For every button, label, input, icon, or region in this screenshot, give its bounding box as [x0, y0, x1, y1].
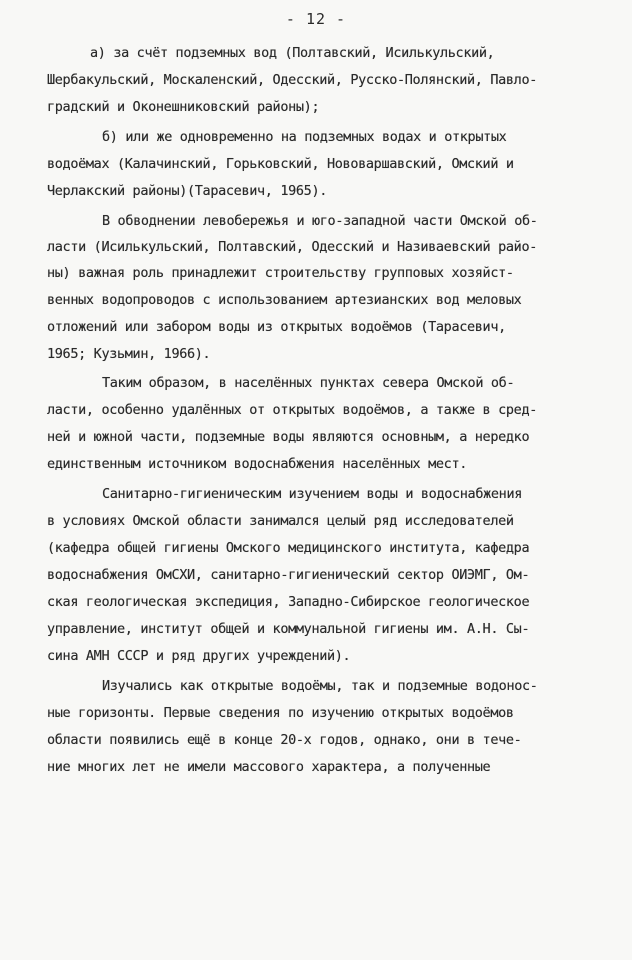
text-line: Черлакский районы)(Тарасевич, 1965).	[47, 183, 327, 199]
text-line: ны) важная роль принадлежит строительству групповых хозяйст-	[47, 265, 514, 281]
text-line: Шербакульский, Москаленский, Одесский, Русско-Полянский, Павло-	[47, 72, 537, 88]
text-line: водоснабжения ОмСХИ, санитарно-гигиенический сектор ОИЭМГ, Ом-	[47, 567, 530, 583]
text-line: в условиях Омской области занимался целый ряд исследователей	[47, 513, 514, 529]
text-line: б) или же одновременно на подземных водах и открытых	[102, 129, 507, 145]
text-line: водоёмах (Калачинский, Горьковский, Нововаршавский, Омский и	[47, 156, 514, 172]
text-line: ней и южной части, подземные воды являются основным, а нередко	[47, 429, 530, 445]
text-line: 1965; Кузьмин, 1966).	[47, 346, 211, 362]
text-line: венных водопроводов с использованием артезианских вод меловых	[47, 292, 522, 308]
text-line: (кафедра общей гигиены Омского медицинского института, кафедра	[47, 540, 530, 556]
text-line: отложений или забором воды из открытых водоёмов (Тарасевич,	[47, 319, 506, 335]
text-line: ные горизонты. Первые сведения по изучению открытых водоёмов	[47, 705, 514, 721]
text-line: ласти, особенно удалённых от открытых водоёмов, а также в сред-	[47, 402, 537, 418]
text-line: области появились ещё в конце 20-х годов, однако, они в тече-	[47, 732, 522, 748]
text-line: сина АМН СССР и ряд других учреждений).	[47, 648, 351, 664]
page-number: - 12 -	[285, 10, 347, 28]
text-line: Изучались как открытые водоёмы, так и подземные водонос-	[102, 678, 538, 694]
text-line: а) за счёт подземных вод (Полтавский, Исилькульский,	[90, 45, 495, 61]
text-line: ская геологическая экспедиция, Западно-Сибирское геологическое	[47, 594, 530, 610]
text-line: ласти (Исилькульский, Полтавский, Одесский и Називаевский райо-	[47, 239, 537, 255]
text-line: единственным источником водоснабжения населённых мест.	[47, 456, 467, 472]
text-line: ние многих лет не имели массового характера, а полученные	[47, 759, 491, 775]
text-line: Санитарно-гигиеническим изучением воды и водоснабжения	[102, 486, 522, 502]
text-line: В обводнении левобережья и юго-западной части Омской об-	[102, 213, 538, 229]
text-line: управление, институт общей и коммунальной гигиены им. А.Н. Сы-	[47, 621, 530, 637]
text-line: градский и Оконешниковский районы);	[47, 99, 320, 115]
text-line: Таким образом, в населённых пунктах севера Омской об-	[102, 375, 515, 391]
